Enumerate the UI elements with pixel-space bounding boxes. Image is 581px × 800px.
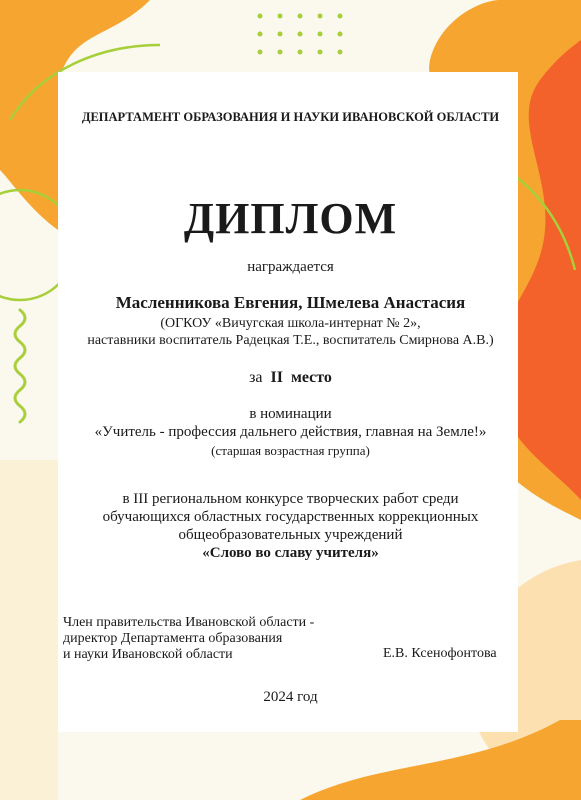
signer-position-line-1: Член правительства Ивановской области - xyxy=(63,615,315,630)
signer-position-line-3: и науки Ивановской области xyxy=(63,647,233,662)
organization: (ОГКОУ «Вичугская школа-интернат № 2», xyxy=(160,316,421,331)
place-value: II xyxy=(270,369,283,386)
year: 2024 год xyxy=(263,689,318,705)
dot-grid-top xyxy=(258,14,343,55)
nomination-label: в номинации xyxy=(249,406,332,422)
contest-line-1: в III региональном конкурсе творческих работ среди xyxy=(122,491,459,507)
mentors: наставники воспитатель Радецкая Т.Е., воспитатель Смирнова А.В.) xyxy=(87,333,494,348)
signer-name: Е.В. Ксенофонтова xyxy=(383,646,497,661)
contest-name: «Слово во славу учителя» xyxy=(202,545,379,561)
place-line xyxy=(0,369,581,387)
awarded-label: награждается xyxy=(247,259,334,275)
place-prefix: за xyxy=(249,369,263,386)
recipient-names: Масленникова Евгения, Шмелева Анастасия xyxy=(115,293,466,312)
place-suffix: место xyxy=(290,369,332,386)
orange-swoosh-bottom xyxy=(300,720,581,800)
contest-line-2: обучающихся областных государственных коррекционных xyxy=(102,509,479,525)
department-header: ДЕПАРТАМЕНТ ОБРАЗОВАНИЯ И НАУКИ ИВАНОВСКОЙ ОБЛАСТИ xyxy=(81,110,500,124)
signer-position-line-2: директор Департамента образования xyxy=(63,631,283,646)
diploma-title: ДИПЛОМ xyxy=(183,194,398,243)
contest-line-3: общеобразовательных учреждений xyxy=(178,527,403,543)
age-group: (старшая возрастная группа) xyxy=(211,443,370,458)
nomination-title: «Учитель - профессия дальнего действия, главная на Земле!» xyxy=(94,424,487,440)
